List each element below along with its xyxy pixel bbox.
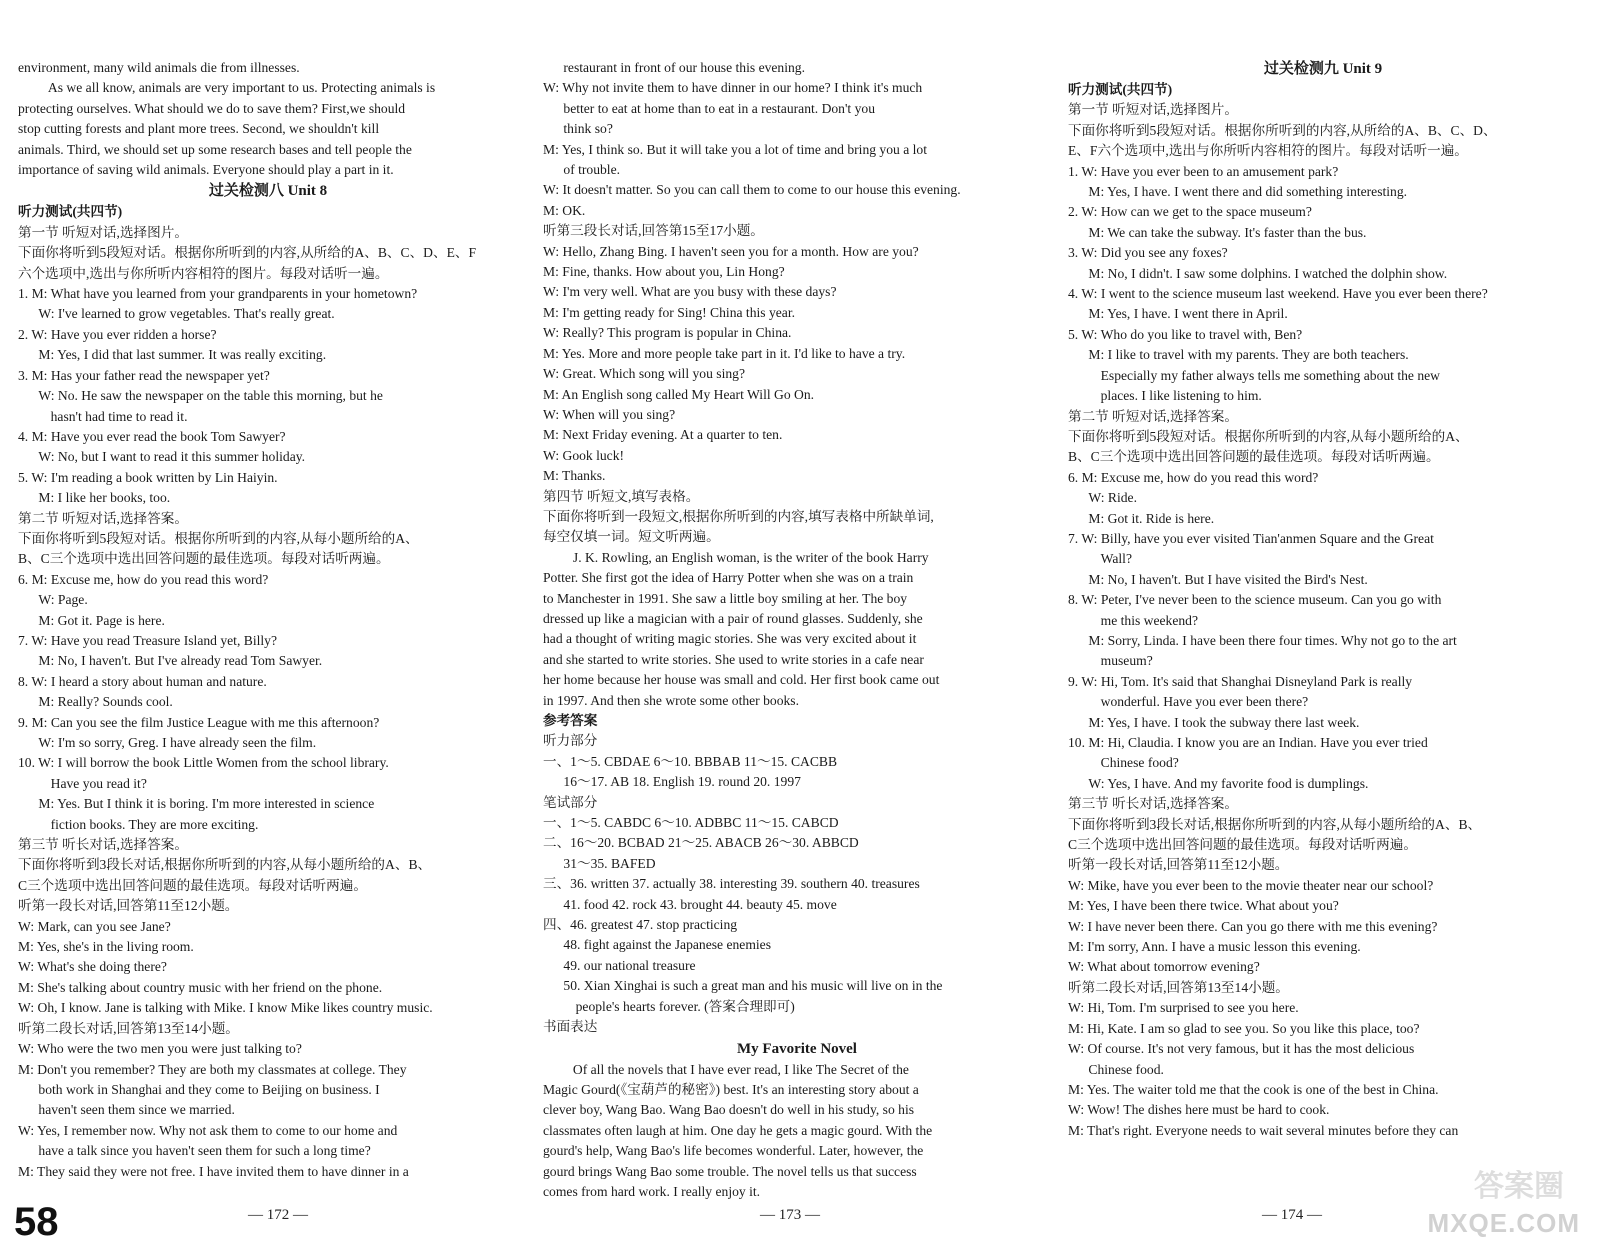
text-line: W: Who were the two men you were just talking to? <box>18 1041 302 1057</box>
text-line: to Manchester in 1991. She saw a little boy smiling at her. The boy <box>543 590 908 606</box>
text-line: M: Really? Sounds cool. <box>38 694 173 710</box>
text-line: W: Gook luck! <box>543 447 625 463</box>
text-line: 2. W: Have you ever ridden a horse? <box>18 326 217 342</box>
text-line: W: Hello, Zhang Bing. I haven't seen you for a month. How are you? <box>543 243 919 259</box>
text-line: M: I like to travel with my parents. They are both teachers. <box>1088 347 1409 363</box>
text-line: Of all the novels that I have ever read, I like The Secret of the <box>572 1061 909 1077</box>
text-line: stop cutting forests and plant more trees. Second, we shouldn't kill <box>18 121 380 137</box>
page-number-172: — 172 — <box>248 1207 308 1223</box>
text-line: C三个选项中选出回答问题的最佳选项。每段对话听两遍。 <box>18 877 367 893</box>
text-line: W: Page. <box>38 592 88 608</box>
text-line: 听第二段长对话,回答第13至14小题。 <box>18 1020 239 1036</box>
text-line: M: Fine, thanks. How about you, Lin Hong? <box>543 264 785 280</box>
column-right <box>1068 58 1578 1141</box>
watermark-text: MXQE.COM <box>1427 1208 1580 1238</box>
text-line: B、C三个选项中选出回答问题的最佳选项。每段对话听两遍。 <box>18 551 390 567</box>
text-line: M: Yes, she's in the living room. <box>18 939 194 955</box>
text-line: 41. food 42. rock 43. brought 44. beauty 45. move <box>563 896 837 912</box>
text-line: had a thought of writing magic stories. She was very excited about it <box>543 631 917 647</box>
text-line: 4. M: Have you ever read the book Tom Sawyer? <box>18 428 286 444</box>
text-line: 下面你将听到5段短对话。根据你所听到的内容,从每小题所给的A、 <box>18 530 419 546</box>
text-line: W: Ride. <box>1088 490 1137 506</box>
text-line: J. K. Rowling, an English woman, is the writer of the book Harry <box>572 549 929 565</box>
text-line: M: I like her books, too. <box>38 490 171 506</box>
text-line: gourd's help, Wang Bao's life becomes wonderful. Later, however, the <box>543 1143 924 1159</box>
text-line: 听第二段长对话,回答第13至14小题。 <box>1068 979 1289 995</box>
text-line: protecting ourselves. What should we do to save them? First,we should <box>18 100 406 116</box>
text-line: 5. W: I'm reading a book written by Lin Haiyin. <box>18 469 278 485</box>
text-line: 四、46. greatest 47. stop practicing <box>543 917 738 933</box>
text-line: have a talk since you haven't seen them for such a long time? <box>38 1143 371 1159</box>
text-line: 4. W: I went to the science museum last weekend. Have you ever been there? <box>1068 286 1488 302</box>
text-line: 三、36. written 37. actually 38. interesting 39. southern 40. treasures <box>543 876 920 892</box>
text-line: M: Yes, I have been there twice. What about you? <box>1068 898 1339 914</box>
text-line: M: No, I didn't. I saw some dolphins. I watched the dolphin show. <box>1088 265 1448 281</box>
text-line: W: What's she doing there? <box>18 959 167 975</box>
text-line: M: She's talking about country music with her friend on the phone. <box>18 979 383 995</box>
text-line: classmates often laugh at him. One day he gets a magic gourd. With the <box>543 1122 933 1138</box>
text-line: M: Next Friday evening. At a quarter to ten. <box>543 427 783 443</box>
text-line: 书面表达 <box>543 1019 598 1035</box>
text-line: M: Got it. Page is here. <box>38 612 165 628</box>
text-line: M: An English song called My Heart Will Go On. <box>543 386 815 402</box>
text-line: Especially my father always tells me something about the new <box>1100 367 1440 383</box>
text-line: 3. W: Did you see any foxes? <box>1068 245 1228 261</box>
text-line: 10. W: I will borrow the book Little Women from the school library. <box>18 755 389 771</box>
text-line: M: OK. <box>543 202 586 218</box>
text-line: fiction books. They are more exciting. <box>50 816 259 832</box>
text-line: 一、1～5. CABDC 6～10. ADBBC 11～15. CABCD <box>543 815 839 831</box>
watermark-logo: 答案圈 <box>1474 1170 1564 1203</box>
text-line: 2. W: How can we get to the space museum? <box>1068 204 1312 220</box>
text-line: her home because her house was small and cold. Her first book came out <box>543 672 940 688</box>
text-line: 每空仅填一词。短文听两遍。 <box>543 529 720 545</box>
text-line: Chinese food? <box>1100 755 1179 771</box>
text-line: As we all know, animals are very important to us. Protecting animals is <box>47 80 436 96</box>
text-line: W: Oh, I know. Jane is talking with Mike. I know Mike likes country music. <box>18 1000 433 1016</box>
text-line: Magic Gourd(《宝葫芦的秘密》) best. It's an interesting story about a <box>543 1081 919 1097</box>
text-line: 第二节 听短对话,选择答案。 <box>18 510 188 526</box>
text-line: 过关检测九 Unit 9 <box>1263 61 1383 77</box>
text-line: M: Yes, I have. I went there and did something interesting. <box>1088 184 1408 200</box>
text-line: wonderful. Have you ever been there? <box>1100 694 1309 710</box>
text-line: 1. W: Have you ever been to an amusement park? <box>1068 163 1339 179</box>
text-line: gourd brings Wang Bao some trouble. The novel tells us that success <box>543 1163 917 1179</box>
text-line: M: Yes, I have. I went there in April. <box>1088 306 1288 322</box>
text-line: Have you read it? <box>50 775 147 791</box>
text-line: better to eat at home than to eat in a restaurant. Don't you <box>563 100 875 116</box>
text-line: M: Hi, Kate. I am so glad to see you. So you like this place, too? <box>1068 1020 1420 1036</box>
text-line: 第四节 听短文,填写表格。 <box>543 488 700 504</box>
text-line: 8. W: I heard a story about human and nature. <box>18 673 267 689</box>
text-line: 听力部分 <box>543 733 598 749</box>
text-line: 50. Xian Xinghai is such a great man and his music will live on in the <box>563 978 943 994</box>
text-line: M: Yes. But I think it is boring. I'm more interested in science <box>38 796 375 812</box>
text-line: M: Yes. More and more people take part in it. I'd like to have a try. <box>543 345 906 361</box>
text-line: M: We can take the subway. It's faster than the bus. <box>1088 224 1367 240</box>
text-line: W: When will you sing? <box>543 406 676 422</box>
text-line: 第一节 听短对话,选择图片。 <box>18 224 188 240</box>
text-line: W: Yes, I have. And my favorite food is dumplings. <box>1088 775 1369 791</box>
text-line: 听第一段长对话,回答第11至12小题。 <box>1068 857 1289 873</box>
text-line: museum? <box>1100 653 1153 669</box>
text-line: in 1997. And then she wrote some other books. <box>543 692 799 708</box>
text-line: 9. M: Can you see the film Justice League with me this afternoon? <box>18 714 380 730</box>
text-line: hasn't had time to read it. <box>50 408 188 424</box>
text-line: 下面你将听到3段长对话,根据你所听到的内容,从每小题所给的A、B、 <box>18 857 432 873</box>
text-line: 一、1～5. CBDAE 6～10. BBBAB 11～15. CACBB <box>543 753 838 769</box>
text-line: 1. M: What have you learned from your grandparents in your hometown? <box>18 286 418 302</box>
text-line: 第三节 听长对话,选择答案。 <box>18 837 188 853</box>
text-line: haven't seen them since we married. <box>38 1102 235 1118</box>
text-line: places. I like listening to him. <box>1100 388 1262 404</box>
text-line: M: Don't you remember? They are both my classmates at college. They <box>18 1061 407 1077</box>
text-line: M: No, I haven't. But I have visited the Bird's Nest. <box>1088 571 1368 587</box>
text-line: 48. fight against the Japanese enemies <box>563 937 772 953</box>
text-line: My Favorite Novel <box>737 1040 857 1057</box>
text-line: W: No. He saw the newspaper on the table this morning, but he <box>38 388 383 404</box>
text-line: W: Hi, Tom. I'm surprised to see you here. <box>1068 1000 1299 1016</box>
text-line: environment, many wild animals die from illnesses. <box>18 60 300 75</box>
text-line: restaurant in front of our house this evening. <box>563 60 805 75</box>
text-line: M: No, I haven't. But I've already read Tom Sawyer. <box>38 653 323 669</box>
text-line: M: Yes, I think so. But it will take you a lot of time and bring you a lot <box>543 141 928 157</box>
text-line: 7. W: Have you read Treasure Island yet, Billy? <box>18 632 277 648</box>
text-line: 7. W: Billy, have you ever visited Tian'anmen Square and the Great <box>1068 530 1434 546</box>
text-line: W: Of course. It's not very famous, but it has the most delicious <box>1068 1041 1415 1057</box>
text-line: comes from hard work. I really enjoy it. <box>543 1183 761 1199</box>
column-left <box>18 58 518 1182</box>
text-line: 9. W: Hi, Tom. It's said that Shanghai Disneyland Park is really <box>1068 673 1413 689</box>
text-line: W: Yes, I remember now. Why not ask them to come to our home and <box>18 1122 398 1138</box>
text-line: M: Got it. Ride is here. <box>1088 510 1215 526</box>
text-line: W: Mike, have you ever been to the movie theater near our school? <box>1068 877 1434 893</box>
text-line: 听力测试(共四节) <box>1068 82 1173 97</box>
text-line: M: I'm getting ready for Sing! China this year. <box>543 304 796 320</box>
text-line: 第二节 听短对话,选择答案。 <box>1068 408 1238 424</box>
text-line: 49. our national treasure <box>563 957 696 973</box>
text-line: 6. M: Excuse me, how do you read this word? <box>18 571 269 587</box>
text-line: 第一节 听短对话,选择图片。 <box>1068 102 1238 118</box>
text-line: dressed up like a magician with a pair of round glasses. Suddenly, she <box>543 610 923 626</box>
text-line: 下面你将听到5段短对话。根据你所听到的内容,从每小题所给的A、 <box>1068 428 1469 444</box>
text-line: 听第一段长对话,回答第11至12小题。 <box>18 898 239 914</box>
text-line: M: I'm sorry, Ann. I have a music lesson this evening. <box>1068 939 1361 955</box>
text-line: W: Wow! The dishes here must be hard to cook. <box>1068 1102 1330 1118</box>
section-number: 58 <box>14 1200 59 1244</box>
text-line: 下面你将听到一段短文,根据你所听到的内容,填写表格中所缺单词, <box>543 508 934 524</box>
text-line: 6. M: Excuse me, how do you read this word? <box>1068 469 1319 485</box>
text-line: 二、16～20. BCBAD 21～25. ABACB 26～30. ABBCD <box>543 835 859 851</box>
text-line: M: Yes. The waiter told me that the cook is one of the best in China. <box>1068 1081 1439 1097</box>
text-line: M: Yes, I did that last summer. It was really exciting. <box>38 347 327 363</box>
text-line: W: What about tomorrow evening? <box>1068 959 1260 975</box>
text-line: W: I'm so sorry, Greg. I have already seen the film. <box>38 735 317 750</box>
text-line: M: Yes, I have. I took the subway there last week. <box>1088 714 1360 730</box>
text-line: M: Sorry, Linda. I have been there four times. Why not go to the art <box>1088 632 1457 648</box>
text-line: B、C三个选项中选出回答问题的最佳选项。每段对话听两遍。 <box>1068 449 1440 465</box>
text-line: 下面你将听到5段短对话。根据你所听到的内容,从所给的A、B、C、D、E、F <box>18 245 477 261</box>
text-line: 过关检测八 Unit 8 <box>208 183 328 200</box>
text-line: C三个选项中选出回答问题的最佳选项。每段对话听两遍。 <box>1068 837 1417 853</box>
text-line: E、F六个选项中,选出与你所听内容相符的图片。每段对话听一遍。 <box>1068 143 1468 159</box>
page-number-174: — 174 — <box>1262 1207 1322 1223</box>
text-line: 笔试部分 <box>543 794 598 810</box>
text-line: 31～35. BAFED <box>563 855 656 871</box>
text-line: W: I'm very well. What are you busy with these days? <box>543 284 837 300</box>
text-line: me this weekend? <box>1100 612 1199 628</box>
text-line: 8. W: Peter, I've never been to the science museum. Can you go with <box>1068 592 1442 608</box>
text-line: W: I've learned to grow vegetables. That's really great. <box>38 306 335 322</box>
text-line: 参考答案 <box>543 713 598 728</box>
text-line: W: Why not invite them to have dinner in our home? I think it's much <box>543 80 923 96</box>
text-line: of trouble. <box>563 162 621 178</box>
text-line: both work in Shanghai and they come to Beijing on business. I <box>38 1081 380 1097</box>
text-line: W: Really? This program is popular in China. <box>543 325 792 341</box>
text-line: 10. M: Hi, Claudia. I know you are an Indian. Have you ever tried <box>1068 735 1428 750</box>
page-number-173: — 173 — <box>760 1207 820 1223</box>
text-line: clever boy, Wang Bao. Wang Bao doesn't do well in his study, so his <box>543 1102 915 1118</box>
text-line: Wall? <box>1100 551 1132 567</box>
text-line: M: That's right. Everyone needs to wait several minutes before they can <box>1068 1122 1459 1138</box>
text-line: 六个选项中,选出与你所听内容相符的图片。每段对话听一遍。 <box>18 265 389 281</box>
text-line: 下面你将听到3段长对话,根据你所听到的内容,从每小题所给的A、B、 <box>1068 816 1482 832</box>
text-line: Chinese food. <box>1088 1061 1164 1077</box>
text-line: 下面你将听到5段短对话。根据你所听到的内容,从所给的A、B、C、D、 <box>1068 122 1497 138</box>
text-line: think so? <box>563 121 613 137</box>
text-line: M: Thanks. <box>543 468 606 484</box>
text-line: 听力测试(共四节) <box>18 204 123 220</box>
text-line: 16～17. AB 18. English 19. round 20. 1997 <box>563 774 801 790</box>
text-line: Potter. She first got the idea of Harry Potter when she was on a train <box>543 570 914 586</box>
text-line: W: Great. Which song will you sing? <box>543 366 745 382</box>
text-line: people's hearts forever. (答案合理即可) <box>575 998 795 1014</box>
text-line: animals. Third, we should set up some research bases and tell people the <box>18 141 412 157</box>
text-line: W: It doesn't matter. So you can call them to come to our house this evening. <box>543 182 961 198</box>
text-line: M: They said they were not free. I have invited them to have dinner in a <box>18 1163 409 1179</box>
text-line: 3. M: Has your father read the newspaper yet? <box>18 367 270 383</box>
text-line: W: Mark, can you see Jane? <box>18 918 171 934</box>
text-line: 第三节 听长对话,选择答案。 <box>1068 796 1238 812</box>
text-line: W: I have never been there. Can you go there with me this evening? <box>1068 918 1438 934</box>
text-line: and she started to write stories. She used to write stories in a cafe near <box>543 651 924 667</box>
text-line: 听第三段长对话,回答第15至17小题。 <box>543 223 764 239</box>
column-middle <box>543 58 1051 1202</box>
text-line: W: No, but I want to read it this summer holiday. <box>38 449 306 465</box>
text-line: 5. W: Who do you like to travel with, Ben? <box>1068 326 1303 342</box>
text-line: importance of saving wild animals. Everyone should play a part in it. <box>18 162 394 178</box>
